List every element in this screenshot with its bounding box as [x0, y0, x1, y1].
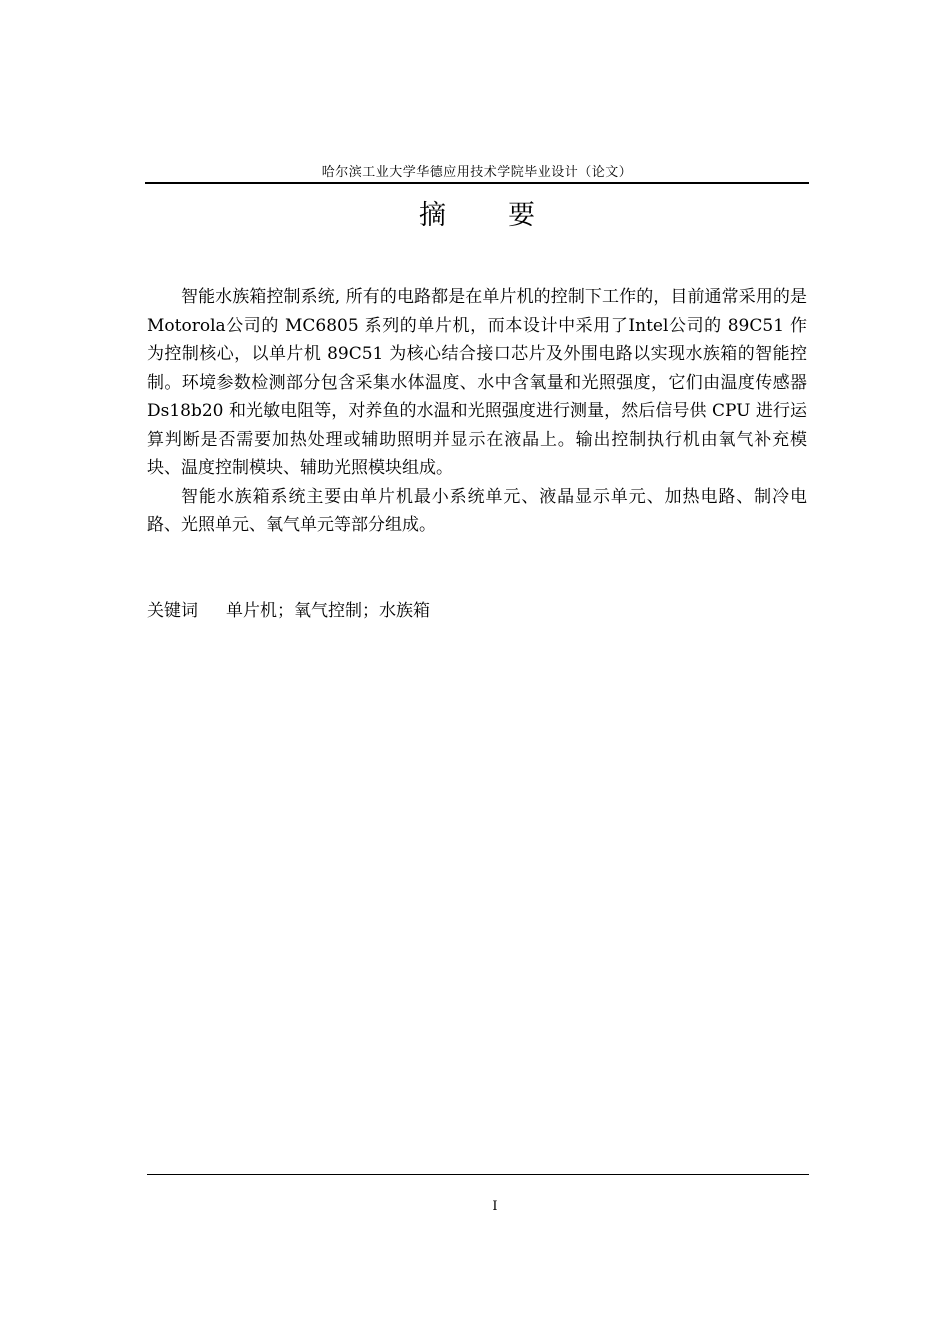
abstract-paragraph-2: 智能水族箱系统主要由单片机最小系统单元、液晶显示单元、加热电路、制冷电路、光照单元、氧气单元等部分组成。	[147, 486, 807, 535]
header-rule	[145, 182, 809, 184]
title-char-2: 要	[508, 200, 535, 231]
running-header: 哈尔滨工业大学华德应用技术学院毕业设计（论文）	[321, 165, 633, 180]
keywords-values: 单片机；氧气控制；水族箱	[226, 601, 430, 621]
abstract-body	[147, 283, 807, 540]
footer-rule	[147, 1174, 809, 1175]
keywords-label: 关键词	[147, 601, 198, 621]
title-char-1: 摘	[419, 200, 446, 231]
page-number: I	[492, 1199, 498, 1214]
abstract-paragraph-1: 智能水族箱控制系统, 所有的电路都是在单片机的控制下工作的，目前通常采用的是 Motorola公司的 MC6805 系列的单片机，而本设计中采用了Intel公司的 89C51 作为控制核心，以单片机 89C51 为核心结合接口芯片及外围电路以实现水族箱的智能控制。环境参数检测部分包含采集水体温度、水中含氧量和光照强度，它们由温度传感器 Ds18b20 和光敏电阻等，对养鱼的水温和光照强度进行测量，然后信号供 CPU 进行运算判断是否需要加热处理或辅助照明并显示在液晶上。输出控制执行机由氧气补充模块、温度控制模块、辅助光照模块组成。	[147, 287, 807, 478]
page-title	[145, 198, 809, 234]
keywords-line	[147, 597, 430, 625]
